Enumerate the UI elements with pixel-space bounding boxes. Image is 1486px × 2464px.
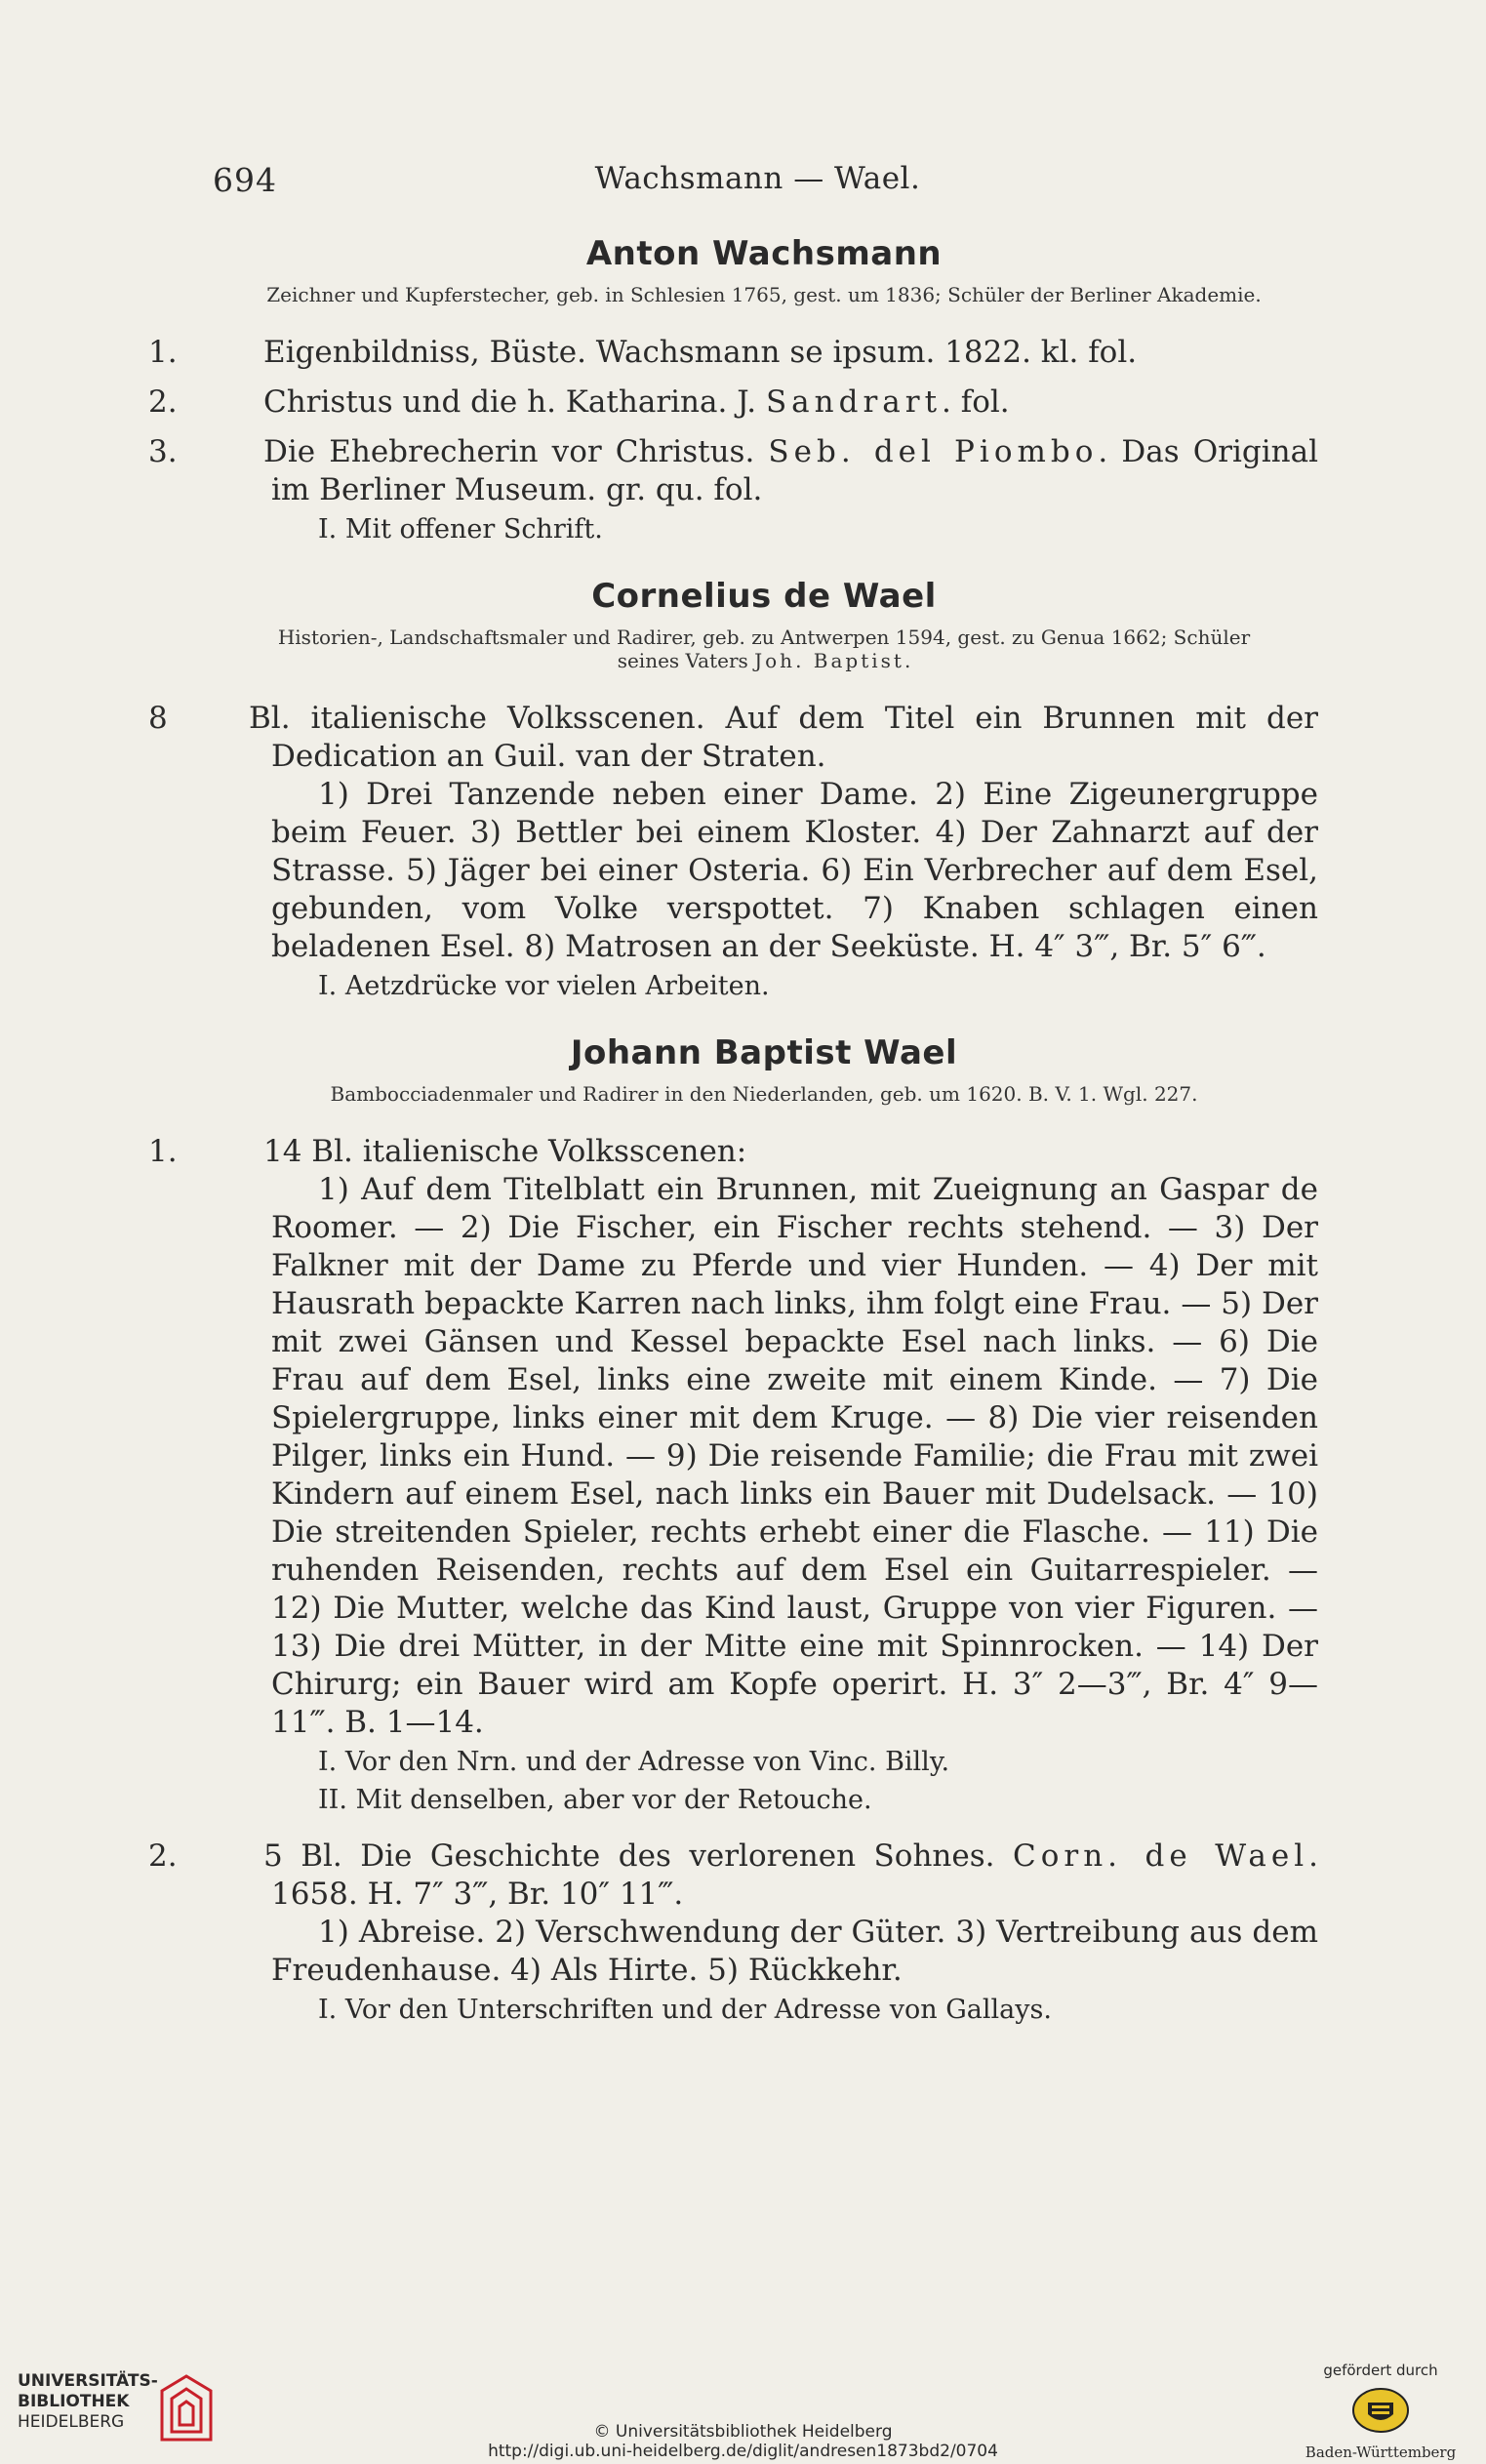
catalog-entry [148,334,1318,372]
bio-text: Historien-, Landschaftsmaler und Radirer, geb. zu Antwerpen 1594, gest. zu Genua 1662; Schüler seines Vaters [277,626,1251,672]
entry-number: 8 [148,701,168,736]
artist-bio: Bambocciadenmaler und Radirer in den Niederlanden, geb. um 1620. B. V. 1. Wgl. 227. [330,1082,1198,1106]
running-head: Wachsmann — Wael. [594,161,921,196]
entry-text: . Das Original im Berliner Museum. gr. qu. fol. [271,434,1318,507]
page-header [0,161,1486,210]
bio-spaced-name: Joh. Baptist [754,649,904,672]
entry-description: 1) Drei Tanzende neben einer Dame. 2) Eine Zigeunergruppe beim Feuer. 3) Bettler bei einem Kloster. 4) Der Zahnarzt auf der Strasse. 5) Jäger bei einer Osteria. 6) Ein Verbrecher auf dem Esel, gebunden, vom Volke verspottet. 7) Knaben schlagen einen beladenen Esel. 8) Matrosen an der Seeküste. H. 4″ 3‴, Br. 5″ 6‴. [271,777,1318,964]
artist-name: Anton Wachsmann [585,234,943,273]
entry-number: 3. [148,434,178,469]
catalog-entry [148,1133,1318,1171]
entry-description: 1) Auf dem Titelblatt ein Brunnen, mit Zueignung an Gaspar de Roomer. — 2) Die Fischer, ein Fischer rechts stehend. — 3) Der Falkner mit der Dame zu Pferde und vier Hunden. — 4) Der mit Hausrath bepackte Karren nach links, ihm folgt eine Frau. — 5) Der mit zwei Gänsen und Kessel bepackte Esel nach links. — 6) Die Frau auf dem Esel, links eine zweite mit einem Kinde. — 7) Die Spielergruppe, links einer mit dem Kruge. — 8) Die vier reisenden Pilger, links ein Hund. — 9) Die reisende Familie; die Frau mit zwei Kindern auf einem Esel, nach links ein Bauer mit Dudelsack. — 10) Die streitenden Spieler, rechts erhebt einer die Flasche. — 11) Die ruhenden Reisenden, rechts auf dem Esel ein Guitarrespieler. — 12) Die Mutter, welche das Kind laust, Gruppe von vier Figuren. — 13) Die drei Mütter, in der Mitte eine mit Spinnrocken. — 14) Der Chirurg; ein Bauer wird am Kopfe operirt. H. 3″ 2—3‴, Br. 4″ 9—11‴. B. 1—14. [271,1172,1318,1740]
funding-notice [1303,2362,1459,2461]
artist-bio [249,626,1279,672]
entry-text: Die Ehebrecherin vor Christus. [263,434,769,469]
library-name-line: HEIDELBERG [18,2412,125,2432]
library-name-line: UNIVERSITÄTS- [18,2371,158,2391]
coat-of-arms-icon [1350,2385,1411,2436]
entry-description: 1) Abreise. 2) Verschwendung der Güter. 3) Vertreibung aus dem Freudenhause. 4) Als Hirte. 5) Rückkehr. [271,1915,1318,1988]
catalog-entry [148,1838,1318,1914]
entry-spaced-name: Seb. del Piombo [768,434,1099,469]
funding-label: gefördert durch [1323,2362,1438,2379]
page-content [148,234,1318,2028]
artist-name: Johann Baptist Wael [570,1033,958,1072]
entry-text: 14 Bl. italienische Volksscenen: [263,1134,747,1169]
entry-spaced-name: Sandrart [765,384,943,420]
state-note: I. Aetzdrücke vor vielen Arbeiten. [318,971,770,1001]
entry-spaced-name: Corn. de Wael [1013,1838,1309,1874]
artist-section-wachsmann [148,234,1318,547]
artist-section-cornelius-de-wael [148,577,1318,1004]
artist-section-johann-baptist-wael [148,1033,1318,2028]
catalog-entry [148,700,1318,776]
funding-region: Baden-Württemberg [1305,2444,1457,2461]
entry-number: 2. [148,1838,178,1874]
artist-bio: Zeichner und Kupferstecher, geb. in Schlesien 1765, gest. um 1836; Schüler der Berliner Akademie. [266,283,1262,306]
copyright-notice [0,2422,1486,2461]
copyright-text: © Universitätsbibliothek Heidelberg [593,2422,893,2442]
bio-text: . [904,649,911,672]
entry-number: 1. [148,335,178,370]
entry-text: . fol. [942,384,1010,420]
entry-number: 2. [148,384,178,420]
entry-text: Eigenbildniss, Büste. Wachsmann se ipsum. 1822. kl. fol. [263,335,1138,370]
state-note: I. Mit offener Schrift. [318,514,603,545]
library-name-line: BIBLIOTHEK [18,2392,130,2411]
entry-number: 1. [148,1134,178,1169]
entry-text: Bl. italienische Volksscenen. Auf dem Titel ein Brunnen mit der Dedication an Guil. van der Straten. [249,701,1318,774]
catalog-entry [148,384,1318,422]
state-note: I. Vor den Nrn. und der Adresse von Vinc. Billy. [318,1747,950,1777]
catalog-entry [148,433,1318,509]
entry-text: 5 Bl. Die Geschichte des verlorenen Sohnes. [263,1838,1013,1874]
artist-name: Cornelius de Wael [591,577,937,616]
page-number: 694 [213,161,277,199]
state-note: I. Vor den Unterschriften und der Adresse von Gallays. [318,1995,1052,2025]
source-url[interactable]: http://digi.ub.uni-heidelberg.de/diglit/andresen1873bd2/0704 [488,2442,998,2461]
state-note: II. Mit denselben, aber vor der Retouche. [318,1785,872,1815]
page-footer [0,2342,1486,2464]
entry-text: . 1658. H. 7″ 3‴, Br. 10″ 11‴. [271,1838,1318,1912]
entry-text: Christus und die h. Katharina. J. [263,384,766,420]
